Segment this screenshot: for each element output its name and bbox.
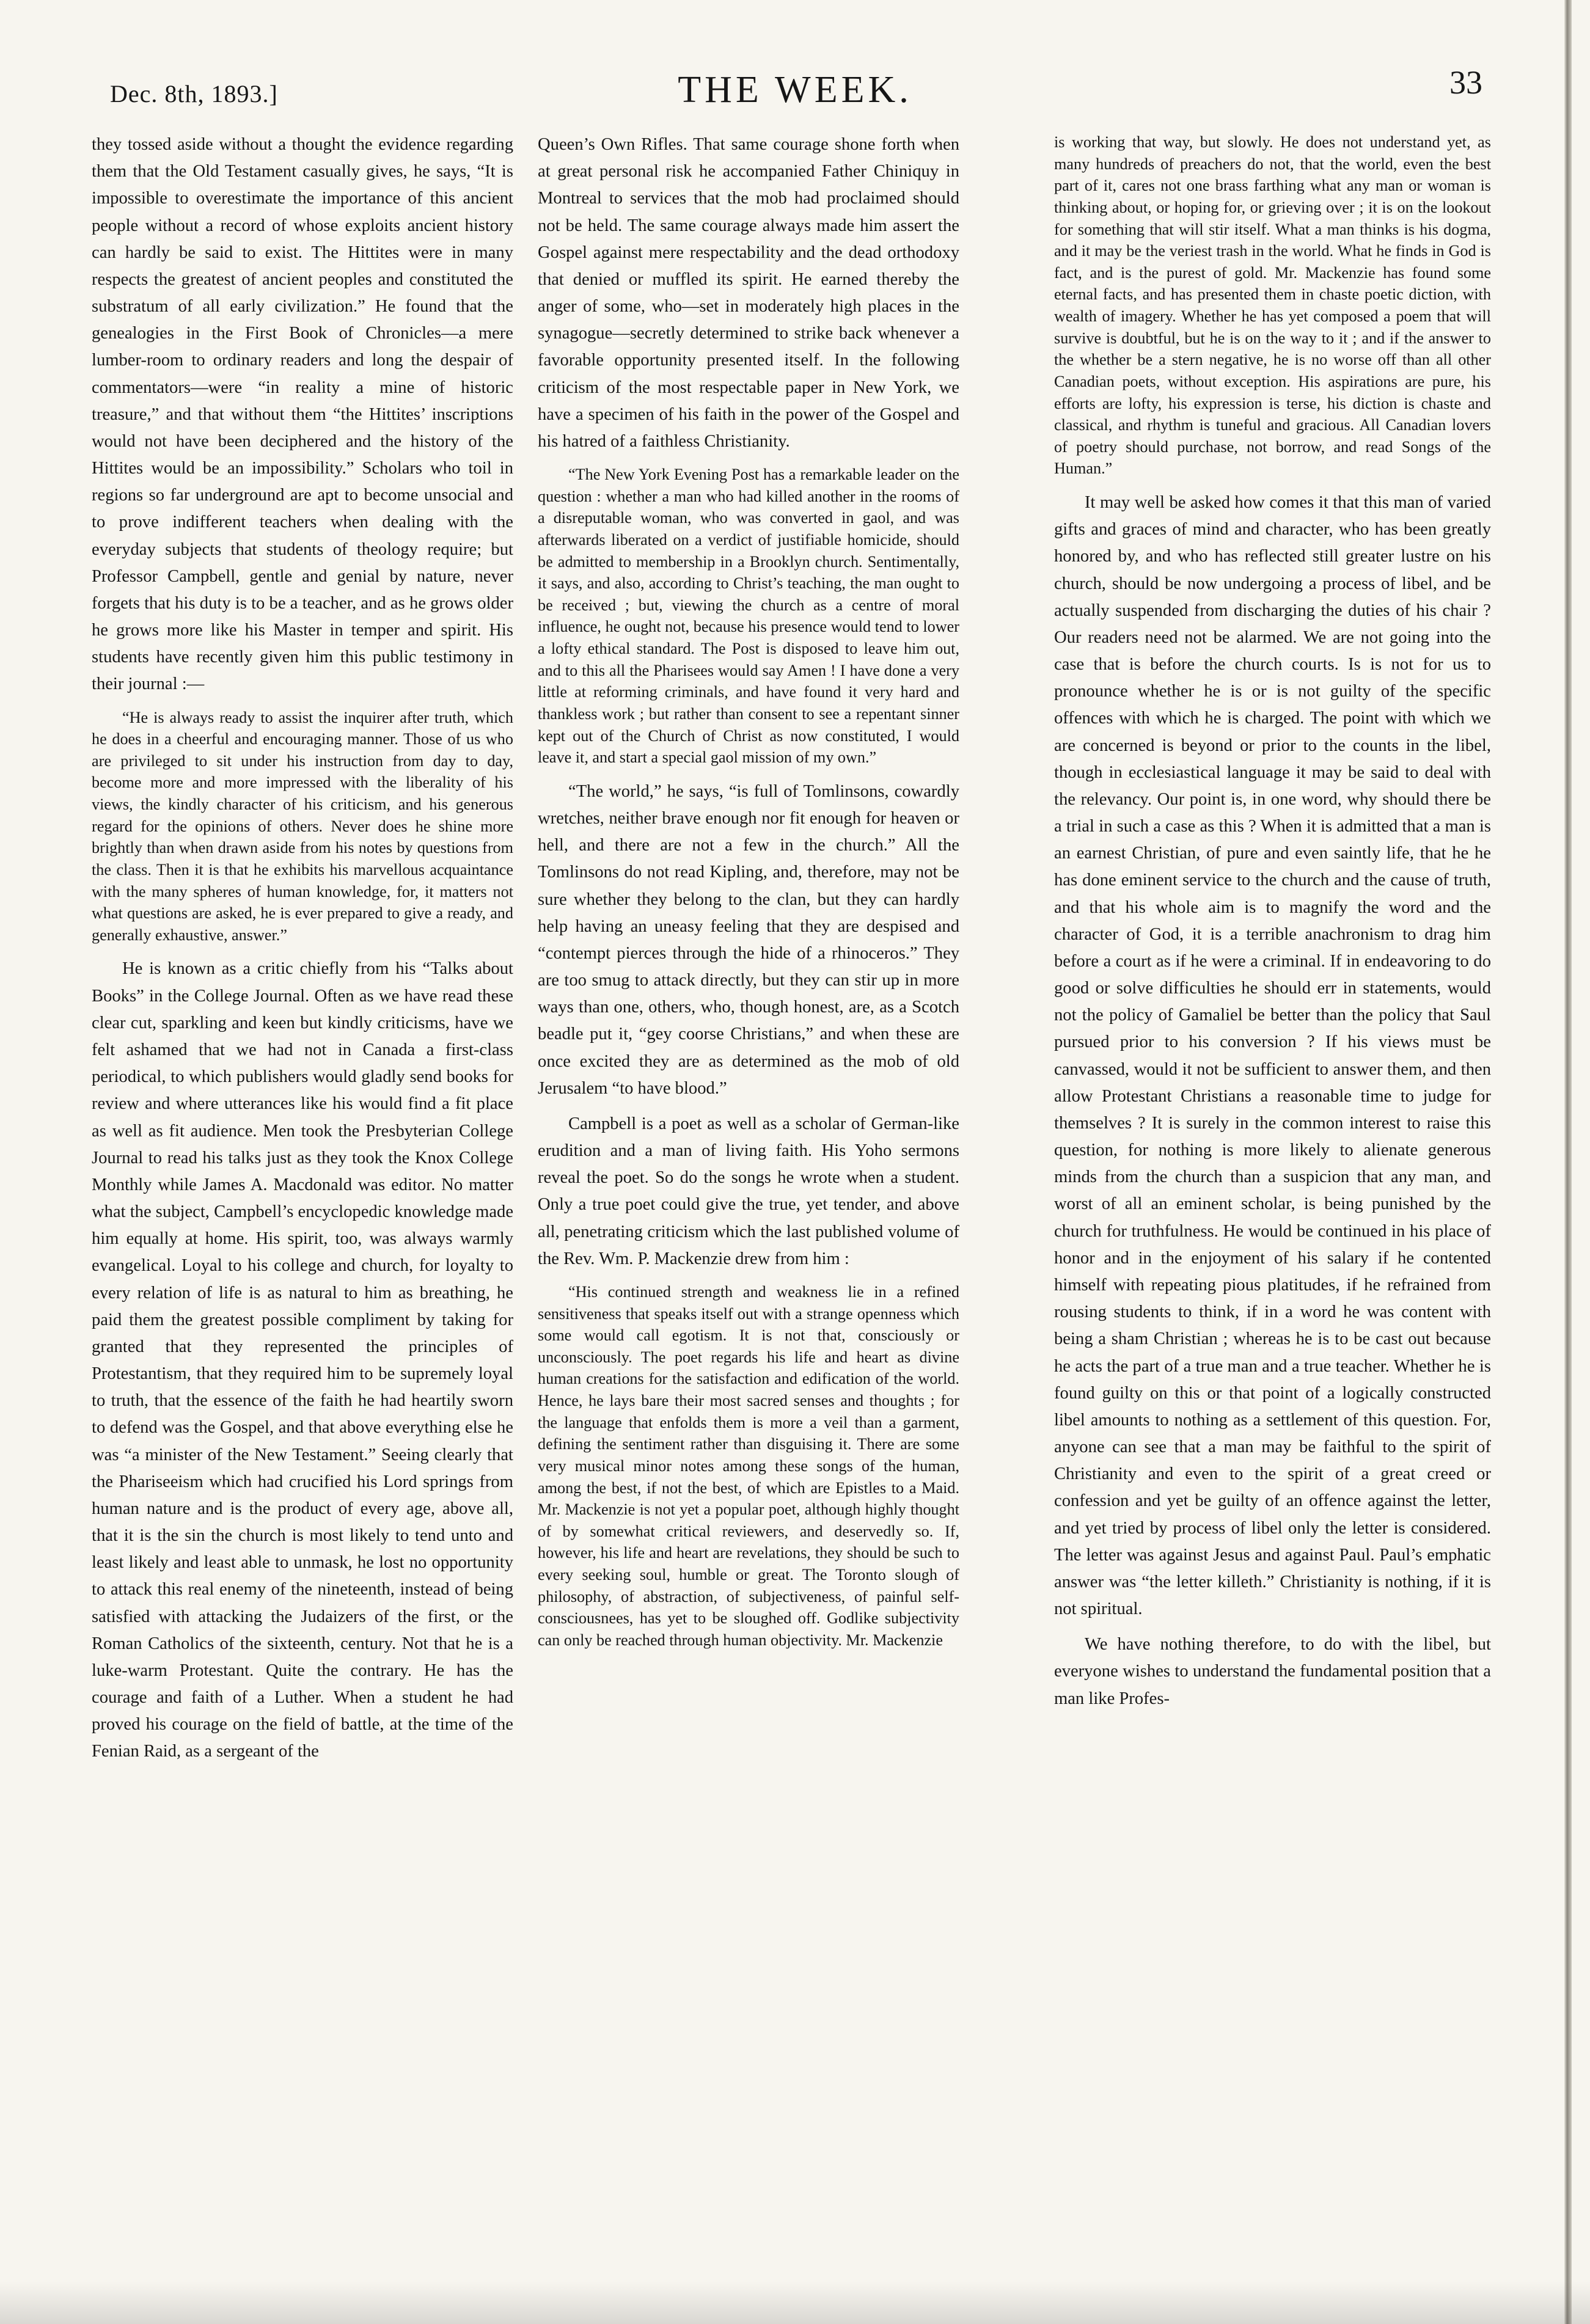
- paragraph: Queen’s Own Rifles. That same courage shone forth when at great personal risk he accompanied Father Chiniquy in Montreal to services that the mob had proclaimed should not be held. The same courage always made him assert the Gospel against mere respectability and the dead orthodoxy that denied or muffled its spirit. He earned thereby the anger of some, who—set in moderately high places in the synagogue—secretly determined to strike back whenever a favorable opportunity presented itself. In the following criticism of the most respectable paper in New York, we have a specimen of his faith in the power of the Gospel and his hatred of a faithless Christianity.: [538, 135, 959, 451]
- block-quote: “He is always ready to assist the inquirer after truth, which he does in a cheerful and encouraging manner. Those of us who are privileged to sit under his instruction from day to day, become more and more impressed with the liberality of his views, the kindly character of his criticism, and his generous regard for the opinions of others. Never does he shine more brightly than when drawn aside from his notes by questions from the class. Then it is that he exhibits his marvellous acquaintance with the many spheres of human knowledge, for, it matters not what questions are asked, he is ever prepared to give a ready, and generally exhaustive, answer.”: [92, 708, 513, 944]
- text-column-3: [1054, 131, 1491, 2282]
- block-quote-continued: is working that way, but slowly. He does not understand yet, as many hundreds of preachers do not, that the world, even the best part of it, cares not one brass farthing what any man or woman is thinking about, or hoping for, or grieving over ; it is on the lookout for something that will stir itself. What a man thinks is his dogma, and it may be the veriest trash in the world. What he finds in God is fact, and is the purest of gold. Mr. Mackenzie has found some eternal facts, and has presented them in chaste poetic diction, with wealth of imagery. Whether he has yet composed a poem that will survive is doubtful, but he is on the way to it ; and if the answer to the whether be a stern negative, he is no worse off than all other Canadian poets, without exception. His aspirations are pure, his efforts are lofty, his expression is terse, his diction is chaste and classical, and rhythm is tuneful and gracious. All Canadian lovers of poetry should purchase, not borrow, and read Songs of the Human.”: [1054, 133, 1491, 478]
- block-quote: “His continued strength and weakness lie in a refined sensitiveness that speaks itself out with a strange openness which some would call egotism. It is not that, consciously or unconsciously. The poet regards his life and heart as divine human creations for the satisfaction and edification of the world. Hence, he lays bare their most sacred senses and thoughts ; for the language that enfolds them is more a veil than a garment, defining the sentiment rather than disguising it. There are some very musical minor notes among these songs of the human, among the best, if not the best, of which are Epistles to a Maid. Mr. Mackenzie is not yet a popular poet, although highly thought of by somewhat critical reviewers, and deservedly so. If, however, his life and heart are revelations, they should be such to every seeking soul, humble or great. The Toronto slough of philosophy, of abstraction, of subjectiveness, of painful self-consciousnees, has yet to be sloughed off. Godlike subjectivity can only be reached through human objectivity. Mr. Mackenzie: [538, 1282, 959, 1649]
- paragraph: It may well be asked how comes it that this man of varied gifts and graces of mind and character, who has been greatly honored by, and who has reflected still greater lustre on his church, should be now undergoing a process of libel, and be actually suspended from discharging the duties of his chair ? Our readers need not be alarmed. We are not going into the case that is before the church courts. Is is not for us to pronounce whether he is or is not guilty of the specific offences with which he is charged. The point with which we are concerned is beyond or prior to the counts in the libel, though in ecclesiastical language it may be said to deal with the relevancy. Our point is, in one word, why should there be a trial in such a case as this ? When it is admitted that a man is an earnest Christian, of pure and even saintly life, that he he has done eminent service to the church and the cause of truth, and that his whole aim is to magnify the word and the character of God, it is a terrible anachronism to drag him before a court as if he were a criminal. If in endeavoring to do good or solve difficulties he should err in statements, would not the policy of Gamaliel be better than the policy that Saul pursued prior to his conversion ? If his views must be canvassed, would it not be sufficient to answer them, and then allow Protestant Christians a reasonable time to judge for themselves ? It is surely in the common interest to raise this question, for nothing is more likely to alienate generous minds from the church than a suspicion that any man, and worst of all an eminent scholar, is being punished by the church for truthfulness. He would be continued in his place of honor and in the enjoyment of his salary if he contented himself with repeating pious platitudes, if he refrained from rousing students to think, if in a word he was content with being a sham Christian ; whereas he is to be cast out because he acts the part of a true man and a true teacher. Whether he is found guilty on this or that point of a logically constructed libel amounts to nothing as a settlement of this question. For, anyone can see that a man may be faithful to the spirit of Christianity and even to the spirit of a great creed or confession and yet be guilty of an offence against the letter, and yet tried by process of libel only the letter is considered. The letter was against Jesus and against Paul. Paul’s emphatic answer was “the letter killeth.” Christianity is nothing, if it is not spiritual.: [1054, 493, 1491, 1619]
- paragraph: “The world,” he says, “is full of Tomlinsons, cowardly wretches, neither brave enough nor fit enough for heaven or hell, and there are not a few in the church.” All the Tomlinsons do not read Kipling, and, therefore, may not be sure whether they belong to the clan, but they can hardly help having an uneasy feeling that they are despised and “contempt pierces through the hide of a rhinoceros.” They are too smug to attack directly, but they can stir up in more ways than one, others, who, though honest, are, as a Scotch beadle put it, “gey coorse Christians,” and when these are once excited they are as determined as the mob of old Jerusalem “to have blood.”: [538, 781, 959, 1098]
- page-number: 33: [1449, 64, 1482, 101]
- masthead-title: THE WEEK.: [678, 69, 912, 111]
- binding-edge: [1564, 0, 1572, 2324]
- page-header: [0, 0, 1590, 131]
- paragraph: Campbell is a poet as well as a scholar of German-like erudition and a man of living faith. His Yoho sermons reveal the poet. So do the songs he wrote when a student. Only a true poet could give the true, yet tender, and above all, penetrating criticism which the last published volume of the Rev. Wm. P. Mackenzie drew from him :: [538, 1114, 959, 1268]
- text-column-1: [92, 131, 513, 2282]
- paragraph: We have nothing therefore, to do with the libel, but everyone wishes to understand the fundamental position that a man like Profes-: [1054, 1635, 1491, 1708]
- paragraph: He is known as a critic chiefly from his “Talks about Books” in the College Journal. Often as we have read these clear cut, sparkling and keen but kindly criticisms, have we felt ashamed that we had not in Canada a first-class periodical, to which publishers would gladly send books for review and where utterances like his would find a fit place as well as fit audience. Men took the Presbyterian College Journal to read his talks just as they took the Knox College Monthly while James A. Macdonald was editor. No matter what the subject, Campbell’s encyclopedic knowledge made him equally at home. His spirit, too, was always warmly evangelical. Loyal to his college and church, for loyalty to every relation of life is as natural to him as breathing, he paid them the greatest possible compliment by taking for granted that they represented the principles of Protestantism, that they required him to be supremely loyal to truth, that the essence of the faith he had heartily sworn to defend was the Gospel, and that above everything else he was “a minister of the New Testament.” Seeing clearly that the Phariseeism which had crucified his Lord springs from human nature and is the product of every age, above all, that it is the sin the church is most likely to tend unto and least likely and least able to unmask, he lost no opportunity to attack this real enemy of the nineteenth, instead of being satisfied with attacking the Judaizers of the first, or the Roman Catholics of the sixteenth, century. Not that he is a luke-warm Protestant. Quite the contrary. He has the courage and faith of a Luther. When a student he had proved his courage on the field of battle, at the time of the Fenian Raid, as a sergeant of the: [92, 959, 513, 1761]
- text-column-2: [538, 131, 959, 2282]
- block-quote: “The New York Evening Post has a remarkable leader on the question : whether a man who had killed another in the rooms of a disreputable woman, who was converted in gaol, and was afterwards liberated on a verdict of justifiable homicide, should be admitted to membership in a Brooklyn church. Sentimentally, it says, and also, according to Christ’s teaching, the man ought to be received ; but, viewing the church as a centre of moral influence, he ought not, because his presence would tend to lower a lofty ethical standard. The Post is disposed to leave him out, and to this all the Pharisees would say Amen ! I have done a very little at reforming criminals, and have found it very hard and thankless work ; but rather than consent to see a repentant sinner kept out of the Church of Christ as now constituted, I would leave it, and start a special gaol mission of my own.”: [538, 466, 959, 767]
- page-shadow: [0, 2282, 1590, 2324]
- issue-date: Dec. 8th, 1893.]: [110, 80, 278, 108]
- paragraph: they tossed aside without a thought the evidence regarding them that the Old Testament casually gives, he says, “It is impossible to overestimate the importance of this ancient people without a record of whose exploits ancient history can hardly be said to exist. The Hittites were in many respects the greatest of ancient peoples and constituted the substratum of all early civilization.” He found that the genealogies in the First Book of Chronicles—a mere lumber-room to ordinary readers and long the despair of commentators—were “in reality a mine of historic treasure,” and that without them “the Hittites’ inscriptions would not have been deciphered and the history of the Hittites would be an impossibility.” Scholars who toil in regions so far underground are apt to become unsocial and to prove indifferent teachers when dealing with the everyday subjects that students of theology require; but Professor Campbell, gentle and genial by nature, never forgets that his duty is to be a teacher, and as he grows older he grows more like his Master in temper and spirit. His students have recently given him this public testimony in their journal :—: [92, 135, 513, 694]
